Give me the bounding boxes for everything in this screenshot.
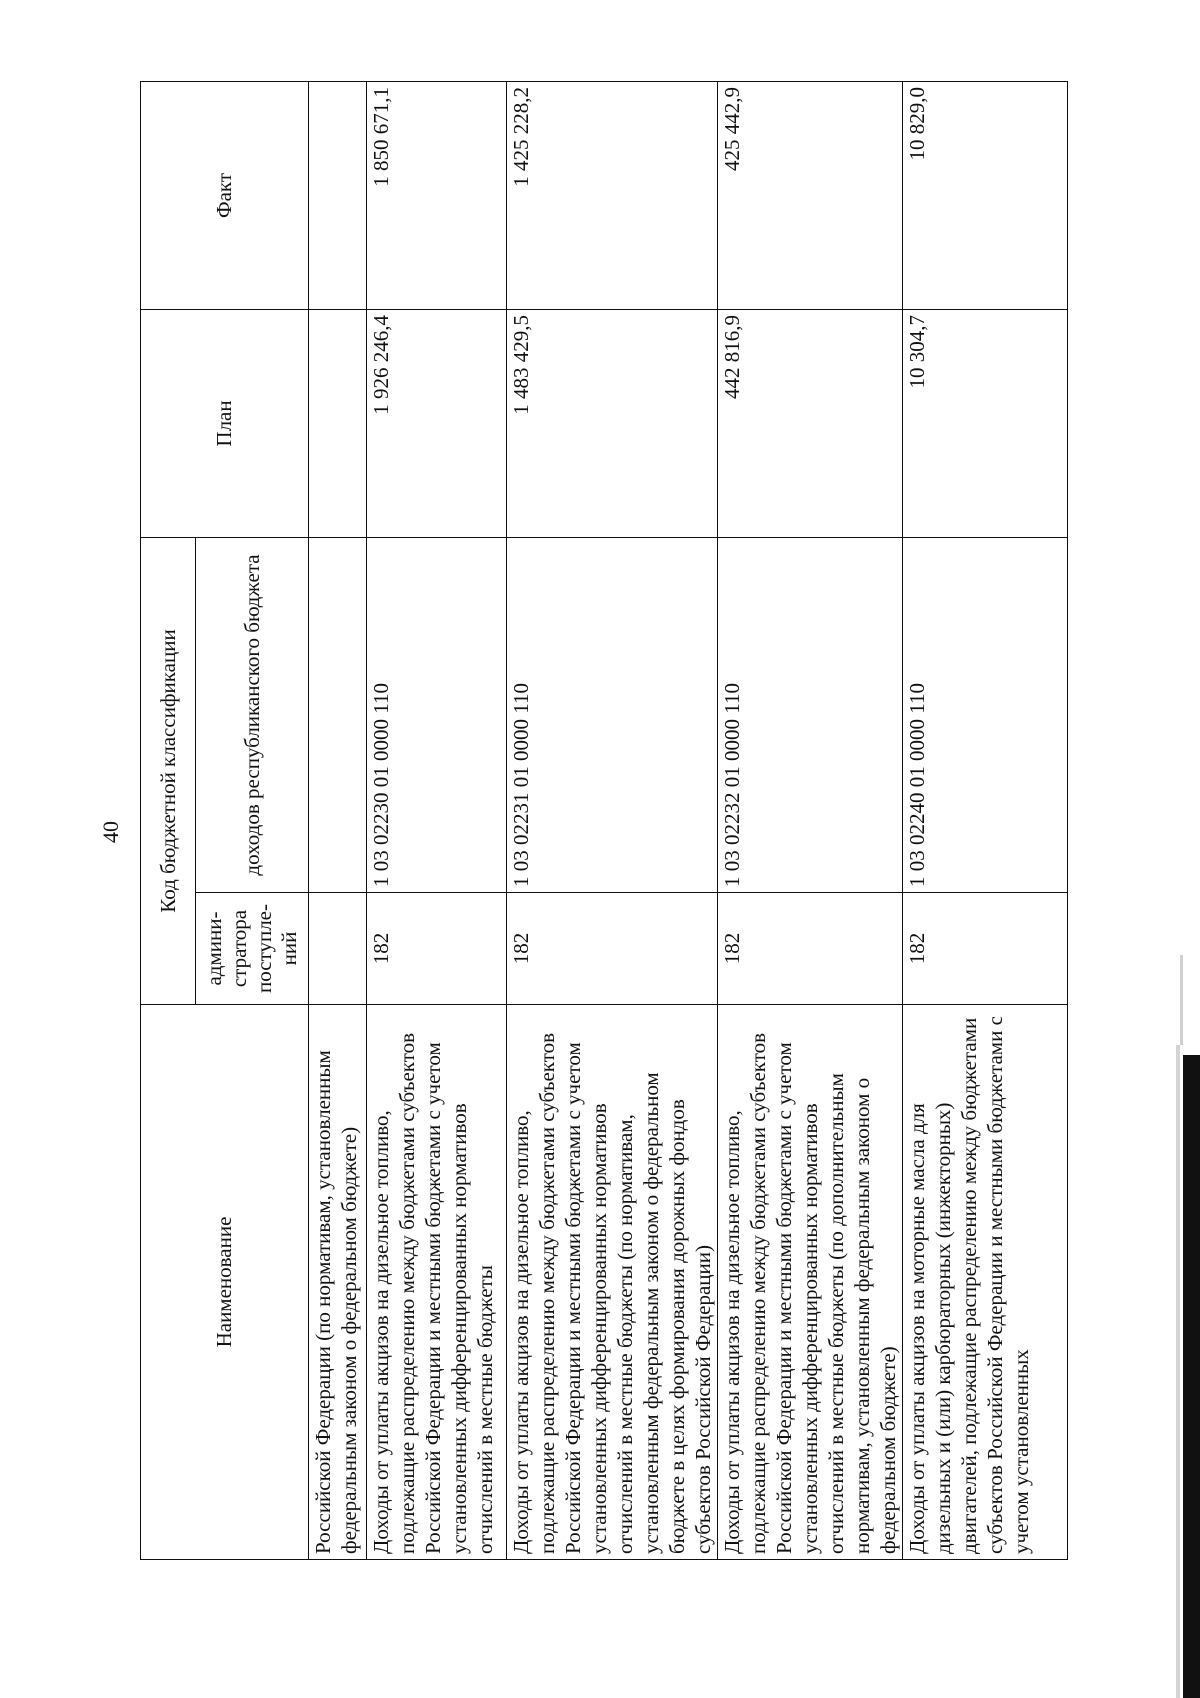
row-plan: 10 304,7 [903,309,1068,537]
table-row [507,81,718,1559]
scan-edge-bar [1183,1055,1200,1698]
row-code: 1 03 02240 01 0000 110 [903,537,1068,892]
row-code [309,537,367,892]
row-admin [309,893,367,1005]
scan-edge-mark [1180,955,1183,1045]
row-admin: 182 [367,893,507,1005]
table-row [903,81,1068,1559]
header-plan: План [141,309,309,537]
row-fact [309,81,367,309]
table-row [309,81,367,1559]
header-fact: Факт [141,81,309,309]
row-plan: 1 926 246,4 [367,309,507,537]
row-code: 1 03 02230 01 0000 110 [367,537,507,892]
header-code-group: Код бюджетной классификации [141,537,196,1004]
row-fact: 1 850 671,1 [367,81,507,309]
row-name: Доходы от уплаты акцизов на дизельное топливо, подлежащие распределению между бюджетами субъектов Российской Федерации и местными бюджетами с учетом установленных дифференцированных нормативов отчислений в местные бюджеты [367,1005,507,1560]
row-plan [309,309,367,537]
row-admin: 182 [507,893,718,1005]
header-name: Наименование [141,1005,309,1560]
row-fact: 10 829,0 [903,81,1068,309]
row-name: Доходы от уплаты акцизов на моторные масла для дизельных и (или) карбюраторных (инжекторных) двигателей, подлежащие распределению между бюджетами субъектов Российской Федерации и местными бюджетами с учетом установленных [903,1005,1068,1560]
budget-revenue-table [140,81,1068,1560]
row-fact: 1 425 228,2 [507,81,718,309]
header-income: доходов республиканского бюджета [196,537,309,892]
row-admin: 182 [903,893,1068,1005]
row-name: Доходы от уплаты акцизов на дизельное топливо, подлежащие распределению между бюджетами субъектов Российской Федерации и местными бюджетами с учетом установленных дифференцированных нормативов отчислений в местные бюджеты (по дополнительным нормативам, установленным федеральным законом о федеральном бюджете) [718,1005,903,1560]
row-code: 1 03 02232 01 0000 110 [718,537,903,892]
table-row [718,81,903,1559]
row-fact: 425 442,9 [718,81,903,309]
page-number: 40 [98,821,123,843]
scan-edge-shadow [1176,1045,1180,1698]
table-row [367,81,507,1559]
row-name: Доходы от уплаты акцизов на дизельное топливо, подлежащие распределению между бюджетами субъектов Российской Федерации и местными бюджетами с учетом установленных дифференцированных нормативов отчислений в местные бюджеты (по нормативам, установленным федеральным законом о федеральном бюджете в целях формирования дорожных фондов субъектов Российской Федерации) [507,1005,718,1560]
row-admin: 182 [718,893,903,1005]
header-admin: админи-стратора поступле-ний [196,893,309,1005]
row-code: 1 03 02231 01 0000 110 [507,537,718,892]
row-name: Российской Федерации (по нормативам, установленным федеральным законом о федеральном бюджете) [309,1005,367,1560]
row-plan: 442 816,9 [718,309,903,537]
row-plan: 1 483 429,5 [507,309,718,537]
rotated-table-container [140,82,1056,1560]
